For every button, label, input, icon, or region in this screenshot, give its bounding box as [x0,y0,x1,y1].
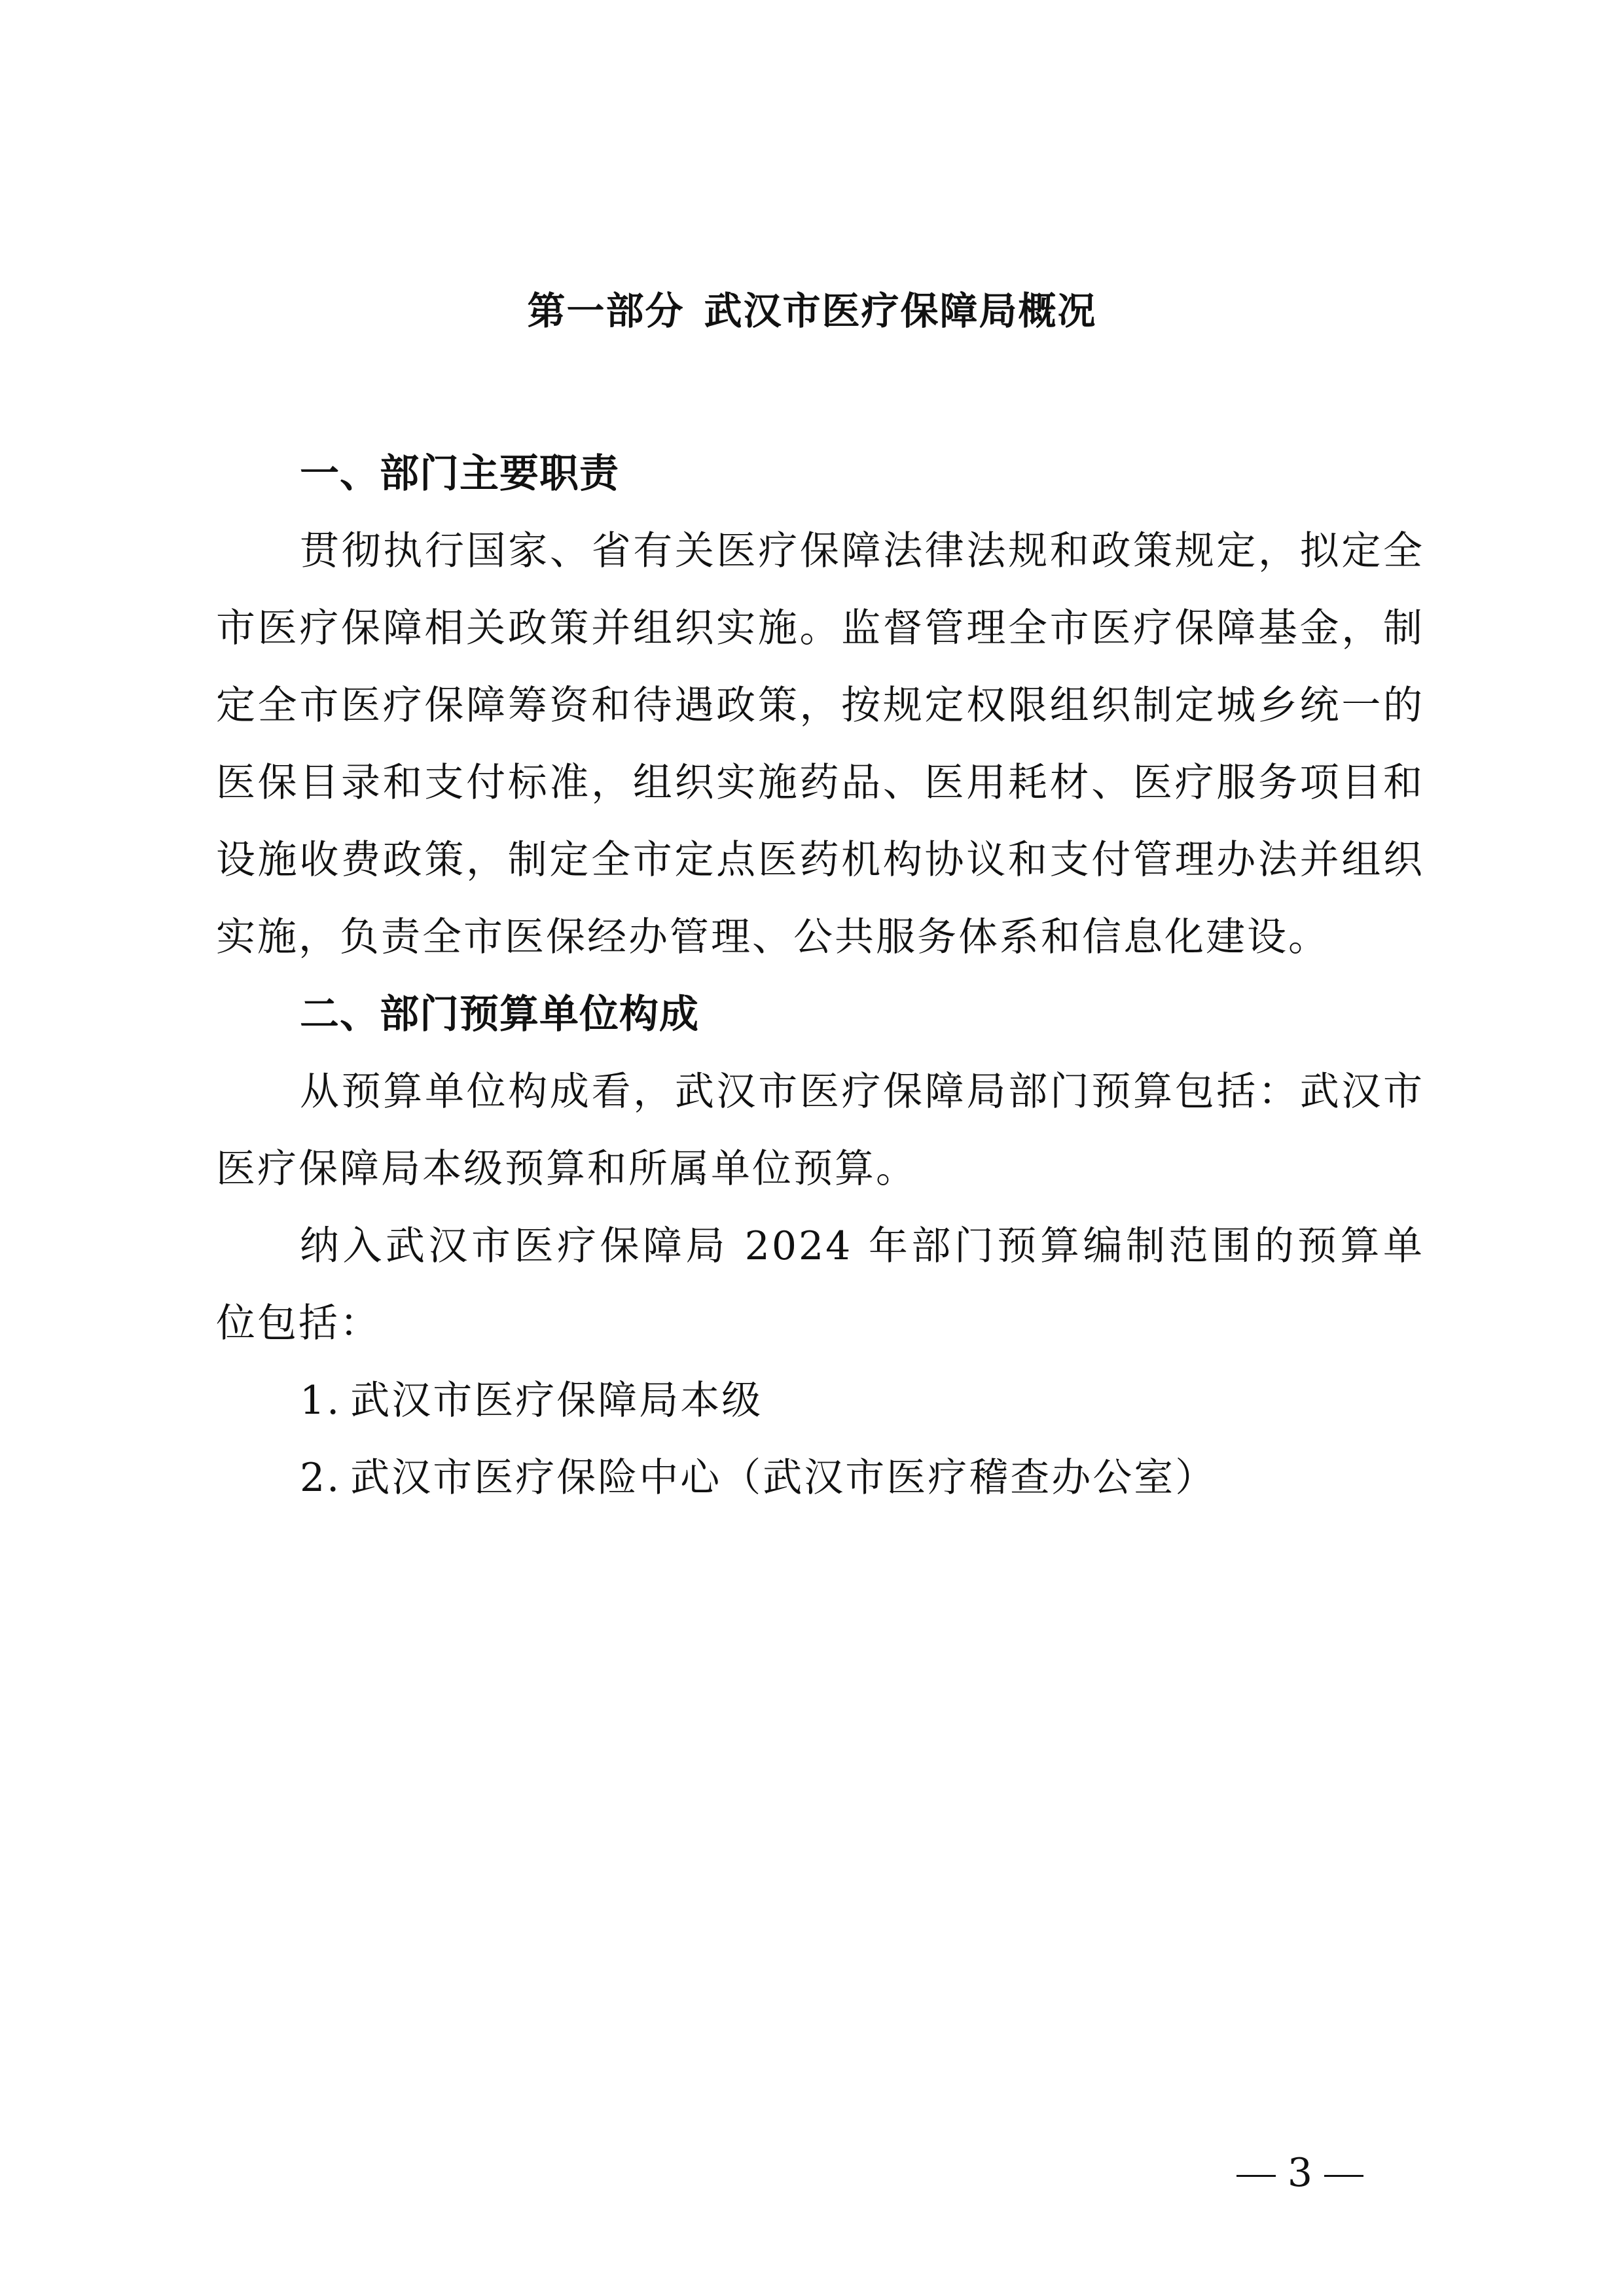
page-number [1225,2147,1375,2199]
paragraph-duties: 贯彻执行国家、省有关医疗保障法律法规和政策规定，拟定全市医疗保障相关政策并组织实施。监督管理全市医疗保障基金，制定全市医疗保障筹资和待遇政策，按规定权限组织制定城乡统一的医保目录和支付标准，组织实施药品、医用耗材、医疗服务项目和设施收费政策，制定全市定点医药机构协议和支付管理办法并组织实施，负责全市医保经办管理、公共服务体系和信息化建设。 [216,528,1424,960]
dash-left-icon [1236,2175,1276,2177]
list-item-text: 武汉市医疗保障局本级 [350,1378,763,1424]
list-item-number: 1. [300,1378,342,1424]
list-item [216,1362,1424,1439]
page-title [0,278,1624,344]
dash-right-icon [1324,2175,1363,2177]
section-heading-duties: 一、部门主要职责 [300,451,619,497]
list-item-number: 2. [300,1455,342,1501]
list-item [216,1439,1424,1516]
page-number-value: 3 [1287,2150,1312,2196]
paragraph-units-composition: 从预算单位构成看，武汉市医疗保障局部门预算包括：武汉市医疗保障局本级预算和所属单位预算。 [216,1069,1424,1192]
title-main: 武汉市医疗保障局概况 [704,289,1097,333]
paragraph-units-scope: 纳入武汉市医疗保障局 2024 年部门预算编制范围的预算单位包括： [216,1223,1424,1346]
title-part: 第一部分 [527,289,685,333]
section-heading-units: 二、部门预算单位构成 [300,992,699,1037]
document-body [216,435,1424,1516]
list-item-text: 武汉市医疗保险中心（武汉市医疗稽查办公室） [350,1455,1217,1501]
